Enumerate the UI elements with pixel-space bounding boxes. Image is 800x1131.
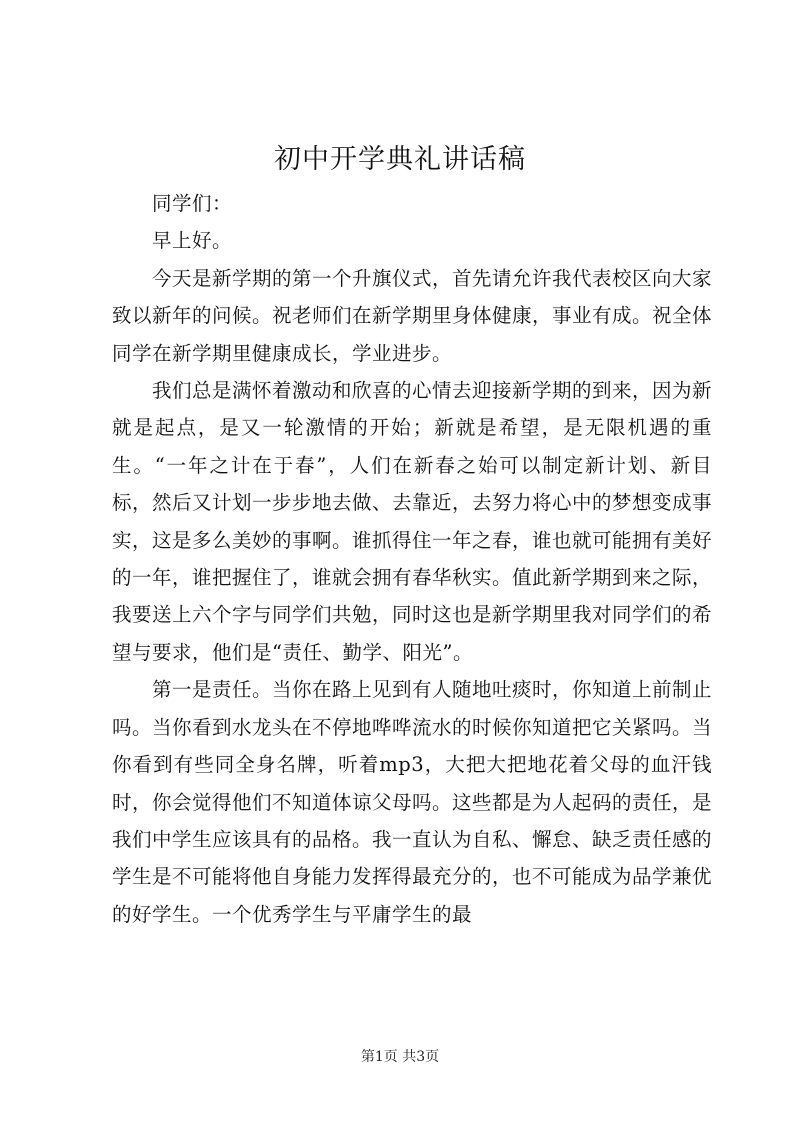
paragraph-good-morning: 早上好。	[152, 229, 233, 253]
paragraph-responsibility: 第一是责任。当你在路上见到有人随地吐痰时，你知道上前制止吗。当你看到水龙头在不停地哗哗流水的时候你知道把它关紧吗。当你看到有些同全身名牌，听着mp3，大把大把地花着父母的血汗钱时，你会觉得他们不知道体谅父母吗。这些都是为人起码的责任，是我们中学生应该具有的品格。我一直认为自私、懈怠、缺乏责任感的学生是不可能将他自身能力发挥得最充分的，也不可能成为品学兼优的好学生。一个优秀学生与平庸学生的最	[112, 678, 713, 926]
page-number-footer: 第1页 共3页	[360, 1049, 440, 1065]
document-title: 初中开学典礼讲话稿	[274, 144, 526, 175]
paragraph-new-year-greeting: 今天是新学期的第一个升旗仪式，首先请允许我代表校区向大家致以新年的问候。祝老师们在新学期里身体健康，事业有成。祝全体同学在新学期里健康成长，学业进步。	[112, 266, 713, 365]
paragraph-greeting: 同学们：	[152, 192, 233, 215]
paragraph-new-semester: 我们总是满怀着激动和欣喜的心情去迎接新学期的到来，因为新就是起点，是又一轮激情的开始；新就是希望，是无限机遇的重生。“一年之计在于春”，人们在新春之始可以制定新计划、新目标，然后又计划一步步地去做、去靠近，去努力将心中的梦想变成事实，这是多么美妙的事啊。谁抓得住一年之春，谁也就可能拥有美好的一年，谁把握住了，谁就会拥有春华秋实。值此新学期到来之际，我要送上六个字与同学们共勉，同时这也是新学期里我对同学们的希望与要求，他们是“责任、勤学、阳光”。	[112, 379, 713, 664]
document-body	[112, 185, 712, 933]
